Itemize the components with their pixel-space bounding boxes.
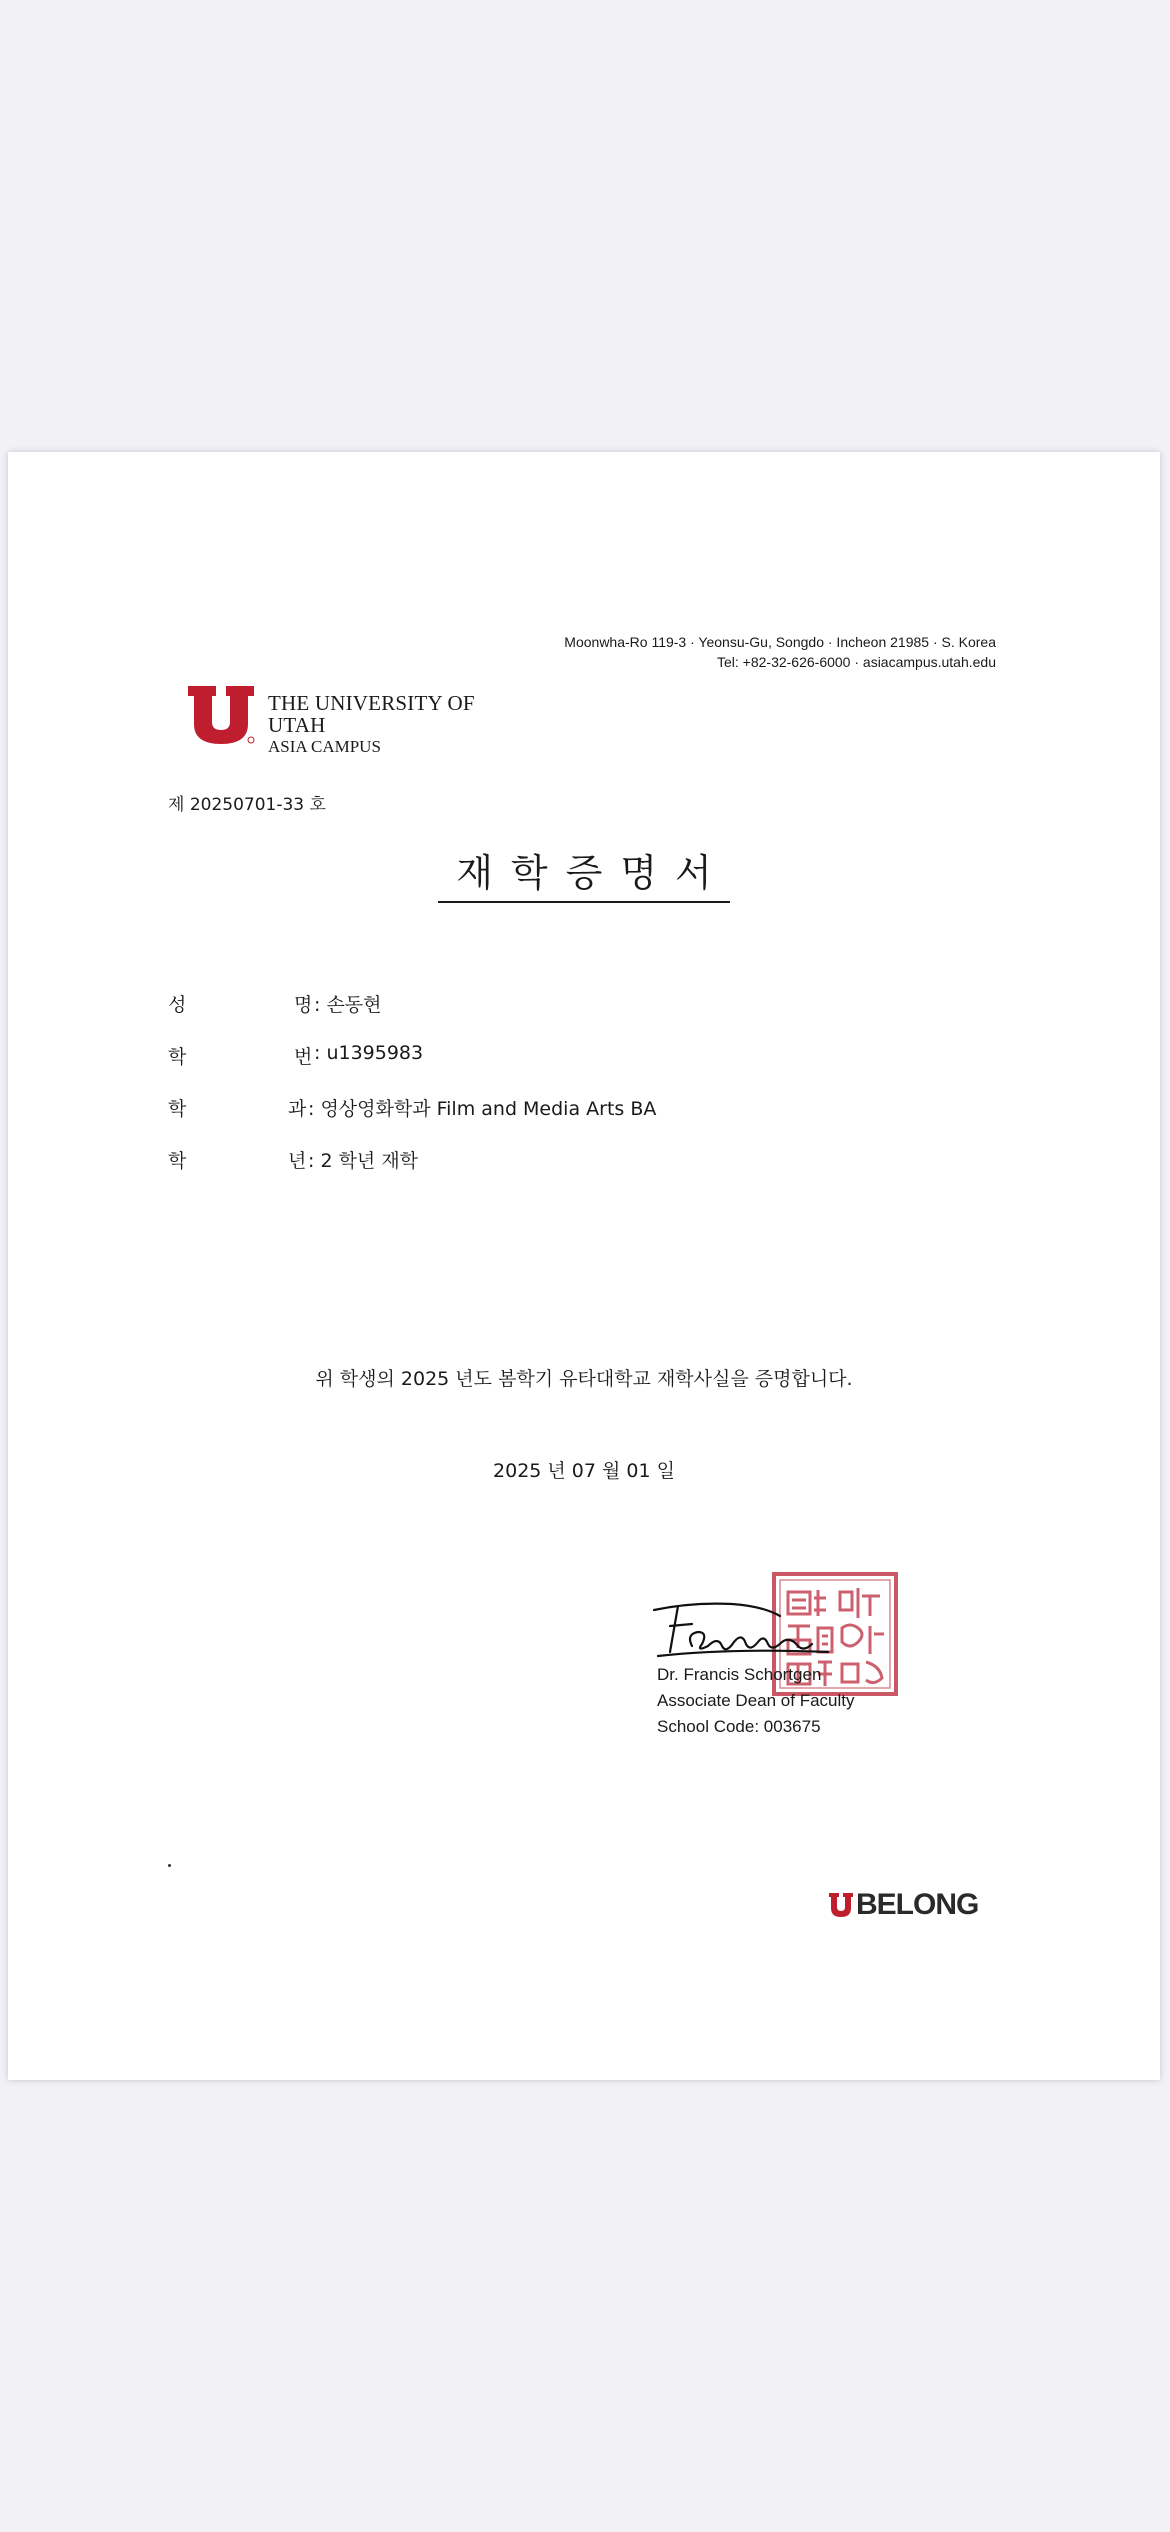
- field-department: [168, 1094, 968, 1122]
- brand-word: BELONG: [856, 1888, 979, 1921]
- signer-block: [657, 1662, 854, 1740]
- certificate-page: [8, 452, 1160, 2080]
- document-number: 제 20250701-33 호: [168, 795, 326, 815]
- document-title-wrap: [8, 842, 1160, 903]
- field-label-a: 학: [168, 1150, 187, 1172]
- field-label-b: 명: [294, 994, 313, 1016]
- signature-icon: [652, 1596, 832, 1666]
- field-value: : 2 학년 재학: [308, 1150, 419, 1172]
- school-code: School Code: 003675: [657, 1717, 821, 1736]
- certification-statement: 위 학생의 2025 년도 봄학기 유타대학교 재학사실을 증명합니다.: [315, 1368, 853, 1390]
- issue-date: 2025 년 07 월 01 일: [493, 1460, 675, 1482]
- field-label-b: 번: [294, 1046, 313, 1068]
- university-logo: [186, 684, 526, 756]
- field-year: [168, 1146, 968, 1174]
- contact-line: Tel: +82-32-626-6000 · asiacampus.utah.edu: [716, 654, 996, 670]
- field-student-id: [168, 1042, 968, 1070]
- field-label-b: 과: [288, 1098, 307, 1120]
- field-label-b: 년: [288, 1150, 307, 1172]
- signer-name: Dr. Francis Schortgen: [657, 1665, 822, 1684]
- logo-university-name: THE UNIVERSITY OF UTAH: [268, 691, 475, 737]
- field-name: [168, 990, 968, 1018]
- field-value: : 영상영화학과 Film and Media Arts BA: [308, 1098, 657, 1120]
- field-label-a: 학: [168, 1046, 187, 1068]
- u-logo-icon: [186, 684, 256, 746]
- field-label-a: 학: [168, 1098, 187, 1120]
- signer-title: Associate Dean of Faculty: [657, 1691, 855, 1710]
- field-value: : 손동현: [314, 994, 382, 1016]
- field-value: : u1395983: [314, 1042, 424, 1064]
- logo-campus-name: ASIA CAMPUS: [268, 737, 381, 756]
- ubelong-brand: [828, 1890, 998, 1924]
- field-label-a: 성: [168, 994, 187, 1016]
- stray-mark: [168, 1864, 171, 1867]
- u-logo-icon: [828, 1892, 854, 1918]
- address-line: Moonwha-Ro 119-3 · Yeonsu-Gu, Songdo · Incheon 21985 · S. Korea: [564, 634, 996, 650]
- address-block: [564, 632, 996, 672]
- document-title: 재학증명서: [438, 842, 730, 903]
